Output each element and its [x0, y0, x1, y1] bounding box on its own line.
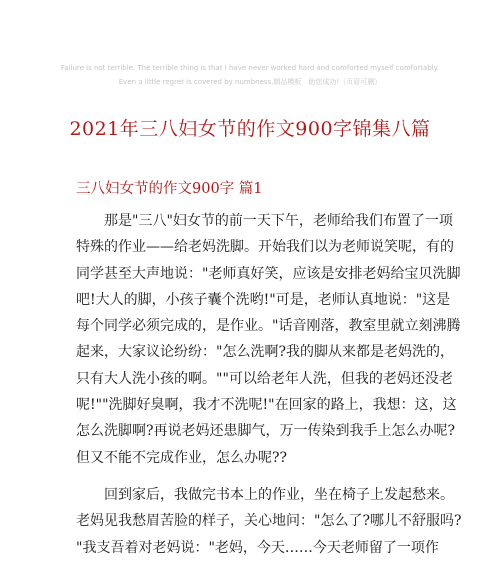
text-line: 老妈见我愁眉苦脸的样子，关心地问："怎么了?哪儿不舒服吗?	[76, 513, 462, 530]
header-watermark-line-2: Even a little regret is covered by numbness.精品模板 助您成功!（页眉可删）	[118, 78, 382, 86]
paragraph-1	[76, 208, 461, 471]
document-title: 2021年三八妇女节的作文900字锦集八篇	[69, 118, 431, 140]
text-line: 特殊的作业——给老妈洗脚。开始我们以为老师说笑呢，有的	[76, 239, 454, 256]
text-line: 吧!大人的脚，小孩子囊个洗哟!"可是，老师认真地说："这是	[76, 291, 451, 308]
text-line: 怎么洗脚啊?再说老妈还患脚气，万一传染到我手上怎么办呢?	[76, 423, 456, 440]
text-line: 只有大人洗小孩的啊。""可以给老年人洗，但我的老妈还没老	[76, 370, 453, 387]
text-line: "我支吾着对老妈说："老妈，今天……今天老师留了一项作	[76, 539, 439, 556]
header-watermark-line-1: Failure is not terrible. The terrible thing is that I have never worked hard and comforted myself comfortably.	[60, 64, 440, 72]
text-line: 呢!""洗脚好臭啊，我才不洗呢!"在回家的路上，我想：这，这	[76, 397, 457, 414]
paragraph-2	[76, 482, 462, 561]
text-line: 同学甚至大声地说："老师真好笑，应该是安排老妈给宝贝洗脚	[76, 265, 461, 282]
text-line: 但又不能不完成作业，怎么办呢??	[76, 449, 288, 466]
text-line: 那是"三八"妇女节的前一天下午，老师给我们布置了一项	[76, 213, 453, 229]
text-line: 每个同学必须完成的，是作业。"话音刚落，教室里就立刻沸腾	[76, 318, 461, 335]
text-line: 回到家后，我做完书本上的作业，坐在椅子上发起愁来。	[76, 487, 454, 503]
section-title: 三八妇女节的作文900字 篇1	[76, 181, 263, 197]
text-line: 起来，大家议论纷纷："怎么洗啊?我的脚从来都是老妈洗的，	[76, 344, 454, 361]
